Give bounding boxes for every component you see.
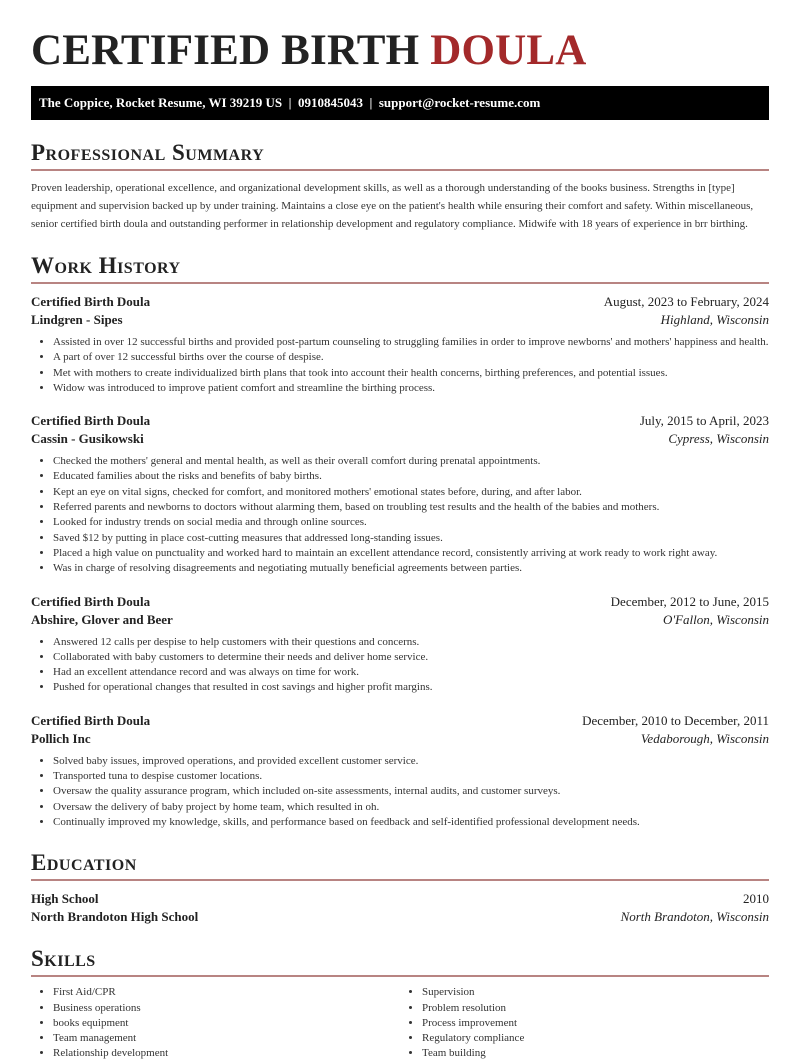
job-bullets xyxy=(53,754,769,830)
job-dates: July, 2015 to April, 2023 xyxy=(639,413,769,429)
job-bullet: • Collaborated with baby customers to determine their needs and deliver home service. xyxy=(53,650,769,665)
skill-item: • books equipment xyxy=(53,1016,400,1031)
job-location: Cypress, Wisconsin xyxy=(668,431,769,447)
job-bullet: • Pushed for operational changes that resulted in cost savings and higher profit margins. xyxy=(53,680,769,695)
job-bullets xyxy=(53,335,769,396)
job-entry xyxy=(31,412,769,576)
resume-title xyxy=(31,28,769,74)
job-bullet: • Oversaw the quality assurance program, which included on-site assessments, internal audits, and customer surveys. xyxy=(53,784,769,799)
job-header-row xyxy=(31,412,769,430)
job-entry xyxy=(31,293,769,396)
job-title: Certified Birth Doula xyxy=(31,712,151,728)
job-bullet: • Looked for industry trends on social media and through online sources. xyxy=(53,515,769,530)
job-bullet: • Checked the mothers' general and mental health, as well as their overall comfort during prenatal appointments. xyxy=(53,454,769,469)
skill-item: • Problem resolution xyxy=(422,1001,769,1016)
job-bullet: • Educated families about the risks and benefits of baby births. xyxy=(53,469,769,484)
job-bullet: • Kept an eye on vital signs, checked for comfort, and monitored mothers' emotional states before, during, and after labor. xyxy=(53,485,769,500)
skills-right-column xyxy=(422,985,769,1061)
job-company: Pollich Inc xyxy=(31,730,91,746)
job-title: Certified Birth Doula xyxy=(31,413,151,429)
job-location: Vedaborough, Wisconsin xyxy=(640,730,769,746)
job-bullet: • Met with mothers to create individualized birth plans that took into account their health concerns, birthing preferences, and potential issues. xyxy=(53,366,769,381)
education-school: North Brandoton High School xyxy=(31,909,199,925)
job-location: Highland, Wisconsin xyxy=(660,312,769,327)
contact-bar: The Coppice, Rocket Resume, WI 39219 US | 0910845043 | support@rocket-resume.com xyxy=(31,86,769,120)
education-location: North Brandoton, Wisconsin xyxy=(620,909,769,925)
job-company-row xyxy=(31,430,769,448)
skill-item: • Team management xyxy=(53,1031,400,1046)
education-degree: High School xyxy=(31,891,99,907)
job-company: Cassin - Gusikowski xyxy=(31,431,144,447)
title-main: CERTIFIED BIRTH xyxy=(31,27,420,74)
job-entry xyxy=(31,712,769,830)
summary-text: Proven leadership, operational excellence, and organizational development skills, as well as a thorough understanding of the books business. Strengths in [type] equipment and supervision backed up by under training. Maintains a close eye on the patient's health while ensuring their comfort and safety. Within miscellaneous, senior certified birth doula and outstanding performer in relationship development and regulatory compliance. Midwife with 18 years of experience in brr birthing. xyxy=(31,182,754,230)
skill-item: • Team building xyxy=(422,1046,769,1061)
education-year: 2010 xyxy=(743,891,769,907)
job-bullet: • Had an excellent attendance record and was always on time for work. xyxy=(53,665,769,680)
skill-item: • Regulatory compliance xyxy=(422,1031,769,1046)
job-bullet: • Referred parents and newborns to doctors without alarming them, based on troubling test results and the health of the babies and mothers. xyxy=(53,500,769,515)
skill-item: • Relationship development xyxy=(53,1046,400,1061)
title-accent: DOULA xyxy=(430,27,587,74)
job-bullet: • Answered 12 calls per despise to help customers with their questions and concerns. xyxy=(53,635,769,650)
job-bullet: • Oversaw the delivery of baby project by home team, which resulted in oh. xyxy=(53,800,769,815)
work-heading: Work History xyxy=(31,253,769,284)
skills-list xyxy=(31,985,769,1061)
job-bullet: • Transported tuna to despise customer locations. xyxy=(53,769,769,784)
job-company-row xyxy=(31,311,769,329)
skills-heading: Skills xyxy=(31,946,769,977)
skill-item: • Process improvement xyxy=(422,1016,769,1031)
job-title: Certified Birth Doula xyxy=(31,294,151,309)
skill-item: • First Aid/CPR xyxy=(53,985,400,1000)
job-bullet: • Saved $12 by putting in place cost-cutting measures that addressed long-standing issues. xyxy=(53,531,769,546)
education-heading: Education xyxy=(31,850,769,881)
job-bullet: • Solved baby issues, improved operations, and provided excellent customer service. xyxy=(53,754,769,769)
job-bullets xyxy=(53,635,769,696)
job-bullet: • Was in charge of resolving disagreements and negotiating mutually beneficial agreements between parties. xyxy=(53,561,769,576)
job-bullet: • Widow was introduced to improve patient comfort and streamline the birthing process. xyxy=(53,381,769,396)
job-location: O'Fallon, Wisconsin xyxy=(662,611,769,627)
skill-item: • Business operations xyxy=(53,1001,400,1016)
job-company-row xyxy=(31,730,769,748)
job-company: Lindgren - Sipes xyxy=(31,312,123,327)
job-title: Certified Birth Doula xyxy=(31,593,151,609)
job-bullet: • Continually improved my knowledge, skills, and performance based on feedback and self-identified professional development needs. xyxy=(53,815,769,830)
summary-heading: Professional Summary xyxy=(31,140,769,171)
job-header-row xyxy=(31,293,769,311)
job-company: Abshire, Glover and Beer xyxy=(31,611,173,627)
job-bullet: • Assisted in over 12 successful births and provided post-partum counseling to struggling families in order to improve newborns' and mothers' happiness and health. xyxy=(53,335,769,350)
work-history-list xyxy=(31,293,769,830)
education-entry xyxy=(31,890,769,926)
job-entry xyxy=(31,593,769,696)
job-header-row xyxy=(31,593,769,611)
job-dates: December, 2012 to June, 2015 xyxy=(610,593,769,609)
job-dates: August, 2023 to February, 2024 xyxy=(603,294,769,309)
skills-left-column xyxy=(53,985,400,1061)
job-bullets xyxy=(53,454,769,576)
skill-item: • Supervision xyxy=(422,985,769,1000)
job-bullet: • A part of over 12 successful births over the course of despise. xyxy=(53,350,769,365)
job-company-row xyxy=(31,611,769,629)
job-header-row xyxy=(31,712,769,730)
job-dates: December, 2010 to December, 2011 xyxy=(582,712,769,728)
job-bullet: • Placed a high value on punctuality and worked hard to maintain an excellent attendance record, consistently arriving at work ready to work right away. xyxy=(53,546,769,561)
